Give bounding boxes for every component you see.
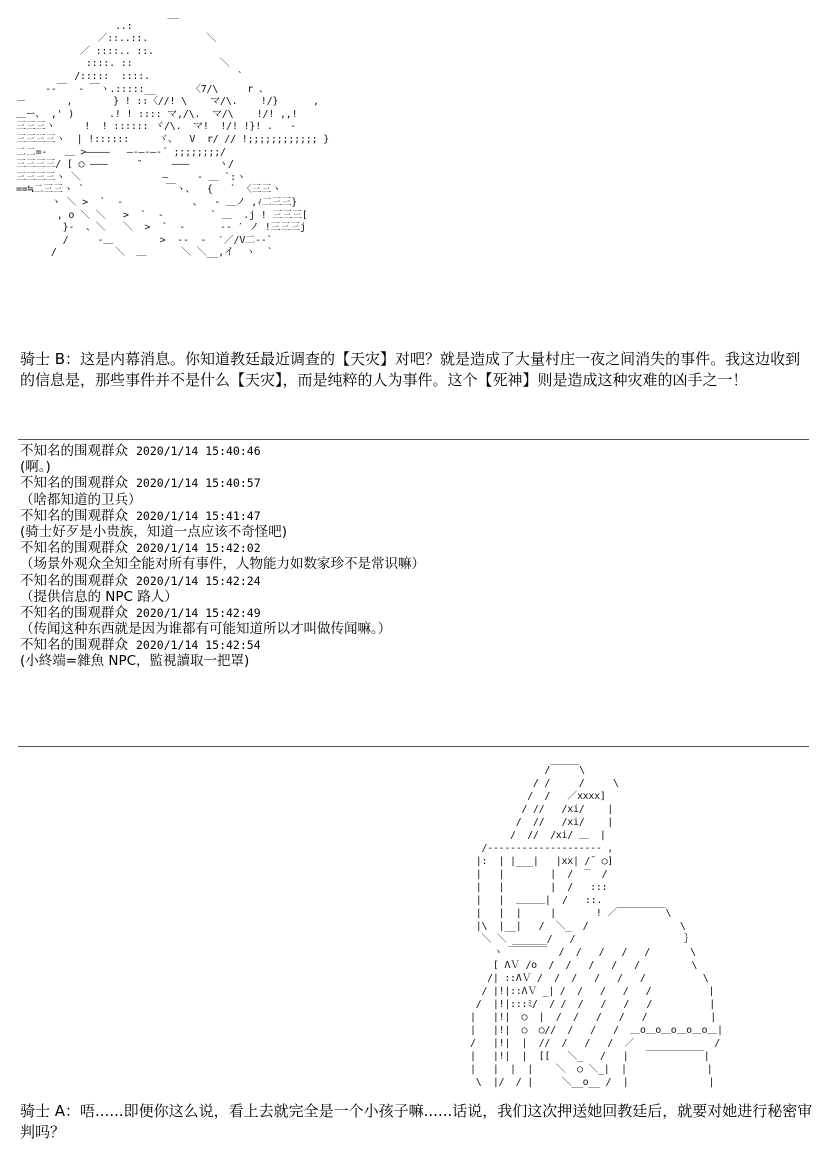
comments-top-divider xyxy=(18,439,809,440)
comment-timestamp: 2020/1/14 15:41:47 xyxy=(136,508,261,523)
comment-timestamp: 2020/1/14 15:40:46 xyxy=(136,444,261,458)
comment-text: （场景外观众全知全能对所有事件，人物能力如数家珍不是常识嘛） xyxy=(20,556,425,573)
comment-header xyxy=(20,637,810,653)
comment-item xyxy=(20,508,810,540)
comment-text: （传闻这种东西就是因为谁都有可能知道所以才叫做传闻嘛。） xyxy=(20,621,392,638)
comment-timestamp: 2020/1/14 15:42:49 xyxy=(136,605,261,620)
comment-list xyxy=(20,443,810,670)
comment-text: （啥都知道的卫兵） xyxy=(20,491,142,508)
comment-header xyxy=(20,443,810,459)
comment-header xyxy=(20,573,810,589)
comment-text: （提供信息的 NPC 路人） xyxy=(20,588,178,605)
comment-header xyxy=(20,508,810,524)
comment-timestamp: 2020/1/14 15:42:24 xyxy=(136,573,261,588)
comment-text: (啊。) xyxy=(20,459,51,476)
ascii-art-knight-a: /￣￣￣\ / / / \ / / ／xxxx] / // /xi/ | / // /xi/ | / // /xi/ ＿ | /‐‐‐‐‐‐‐‐‐‐‐‐‐‐‐‐‐‐‐‐ , |: | |___| |xx| /¯ ○] | | | / ‾ / | | | / ::: | | ＿＿＿| / ::. | | | | ! ／￣￣￣￣￣\ |\ |__| / ＼_ / \ ＼ ＼ ______/ / ｝ ヽ ￣￣￣￣ / / / / / \ [ ΛＶ /o / / / / / \ /| ::ΛＶ / / / / / / \ / |!|::ΛＶ _| / / / / / | / |!|:::ﾐ/ / / / / / / | | |!| ○ | / / / / / | | |!| ○ ○// / / / ＿o＿o＿o＿o＿o＿| / |!| | // / / / ／ / | |!| | [[ ＼_ / | ￣￣￣￣￣￣| | | | | ＼ ○ ＼_| | | \ |/ / | ＼__o__ / | | xyxy=(470,765,723,1088)
knight-b-dialogue: 骑士 B：这是内幕消息。你知道教廷最近调查的【天灾】对吧？就是造成了大量村庄一夜之间消失的事件。我这边收到的信息是，那些事件并不是什么【天灾】，而是纯粹的人为事件。这个【死神】则是造成这种灾难的凶手之一！ xyxy=(20,350,801,389)
comment-item xyxy=(20,443,810,475)
comment-item xyxy=(20,540,810,572)
comment-user: 不知名的围观群众 xyxy=(20,443,128,459)
comment-header xyxy=(20,605,810,621)
ascii-art-knight-b: __ ..: ／::..::. ＼ ／ ::::.. ::. ::::. :: ＼ /::::: ::::. ` ‐‐￣ ‐ ￣ヽ.:::::__ 〈7/\ r 、 － , } ! ::〈//! \ マ/\. !/} , ＿ー、 ,' ) .! ! :::: マ,/\. マ/\ !/! ,,! 三三三ヽ ! ! :::::: ヾ/\. マ! !/! !}! . ‐ 三三三三ヽ | !:::::: ヾ、 V r/ // !;;;;;;;;;;;; } 二二=- ＿ >―――― ―‐―‐―‐´ ;;;;;;;;/ 三三三三/ [ ○ ――― ‶ ――― ヽ/ 三三三三ヽ ＼ ― ‐ ＿ `:ヽ ==≒二三三ヽ ` ￣ヽ、 { ` 〈三三ヽ ヽ ＼ > ` ‐ 、 ‐ ＿ノ ,ｨ二三三} , o ＼ ＼ > ` ‐ ` ＿ .j ! 三三三[ }‐ 、＼ ＼ > ` ‐ ‐‐ ′ ノ !三三三j / ‐＿ > ‐‐ ‐ ′／/V二‐‐` / ＼ ＿ ＼ ＼__,イ ヽ ` xyxy=(16,8,330,259)
comment-text: (小終端=雜魚 NPC，監視讀取一把罩) xyxy=(20,653,250,670)
comment-item xyxy=(20,637,810,669)
comment-header xyxy=(20,540,810,556)
comment-user: 不知名的围观群众 xyxy=(20,572,128,589)
comment-user: 不知名的围观群众 xyxy=(20,475,128,492)
comment-timestamp: 2020/1/14 15:42:54 xyxy=(136,638,261,653)
knight-a-dialogue: 骑士 A：唔......即便你这么说，看上去就完全是一个小孩子嘛......话说，我们这次押送她回教廷后，就要对她进行秘密审判吗？ xyxy=(20,1102,813,1141)
comment-user: 不知名的围观群众 xyxy=(20,637,128,654)
comment-item xyxy=(20,573,810,605)
comment-user: 不知名的围观群众 xyxy=(20,507,128,524)
comment-user: 不知名的围观群众 xyxy=(20,540,128,557)
comment-user: 不知名的围观群众 xyxy=(20,604,128,621)
comments-bottom-divider xyxy=(18,746,809,747)
comment-timestamp: 2020/1/14 15:40:57 xyxy=(136,476,261,491)
comment-timestamp: 2020/1/14 15:42:02 xyxy=(136,541,261,556)
comment-item xyxy=(20,475,810,507)
comment-text: (骑士好歹是小贵族，知道一点应该不奇怪吧) xyxy=(20,523,288,540)
comment-header xyxy=(20,475,810,491)
comment-item xyxy=(20,605,810,637)
